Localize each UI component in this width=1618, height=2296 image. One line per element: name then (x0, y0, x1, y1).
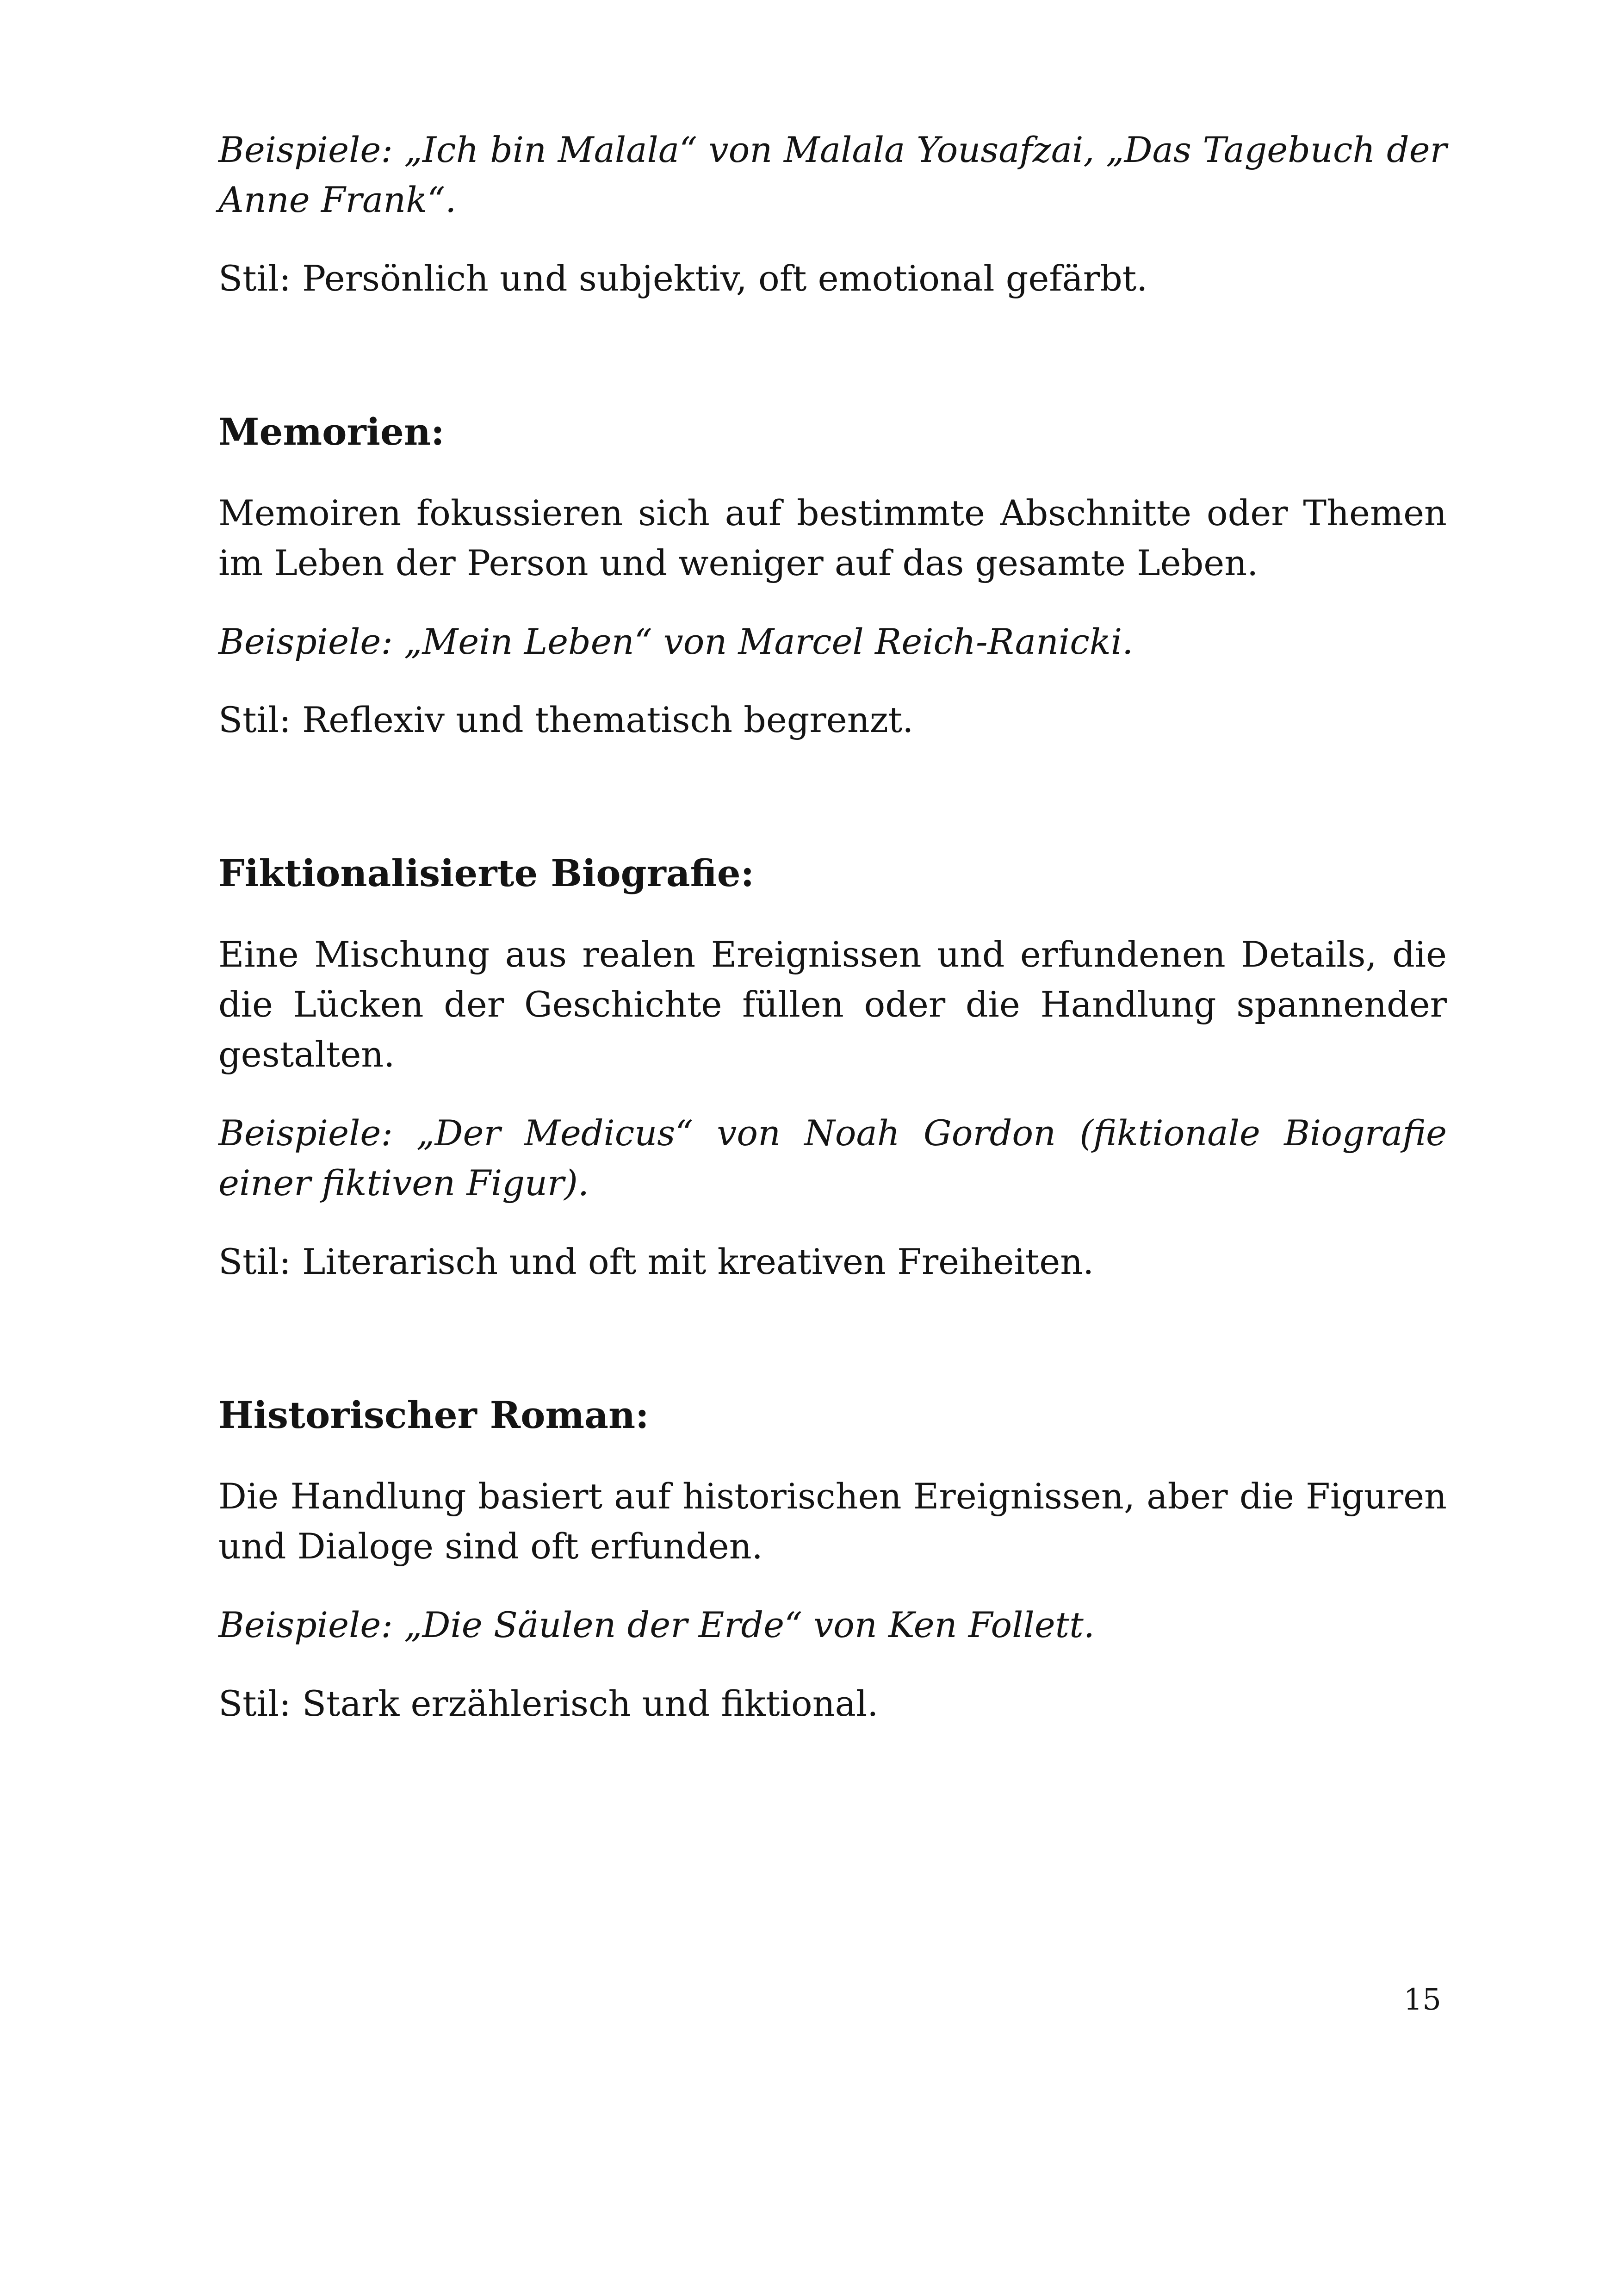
style-paragraph: Stil: Persönlich und subjektiv, oft emotional gefärbt. (218, 257, 1148, 299)
style-paragraph: Stil: Reflexiv und thematisch begrenzt. (218, 699, 914, 741)
body-paragraph: Memoiren fokussieren sich auf bestimmte Abschnitte oder Themen im Leben der Person und weniger auf das gesamte Leben. (218, 492, 1447, 583)
example-paragraph: Beispiele: „Mein Leben“ von Marcel Reich-Ranicki. (218, 621, 1134, 662)
section-heading-historischer-roman: Historischer Roman: (218, 1393, 649, 1437)
example-paragraph: Beispiele: „Der Medicus“ von Noah Gordon (fiktionale Biografie einer fiktiven Figur). (218, 1112, 1447, 1204)
body-paragraph: Eine Mischung aus realen Ereignissen und erfundenen Details, die die Lücken der Geschichte füllen oder die Handlung spannender gestalten. (218, 934, 1447, 1075)
body-paragraph: Die Handlung basiert auf historischen Ereignissen, aber die Figuren und Dialoge sind oft erfunden. (218, 1475, 1447, 1567)
style-paragraph: Stil: Stark erzählerisch und fiktional. (218, 1682, 879, 1724)
section-fiktionalisierte-biografie (218, 849, 1447, 1286)
section-memorien (218, 408, 1447, 745)
example-paragraph: Beispiele: „Die Säulen der Erde“ von Ken Follett. (218, 1604, 1095, 1645)
section-heading-fiktionalisierte-biografie: Fiktionalisierte Biografie: (218, 851, 755, 895)
section-historischer-roman (218, 1391, 1447, 1729)
section-heading-memorien: Memorien: (218, 410, 445, 453)
section-intro (218, 125, 1447, 304)
style-paragraph: Stil: Literarisch und oft mit kreativen Freiheiten. (218, 1241, 1094, 1282)
page-number: 15 (1403, 1983, 1441, 2017)
example-paragraph: Beispiele: „Ich bin Malala“ von Malala Yousafzai, „Das Tagebuch der Anne Frank“. (218, 129, 1447, 220)
